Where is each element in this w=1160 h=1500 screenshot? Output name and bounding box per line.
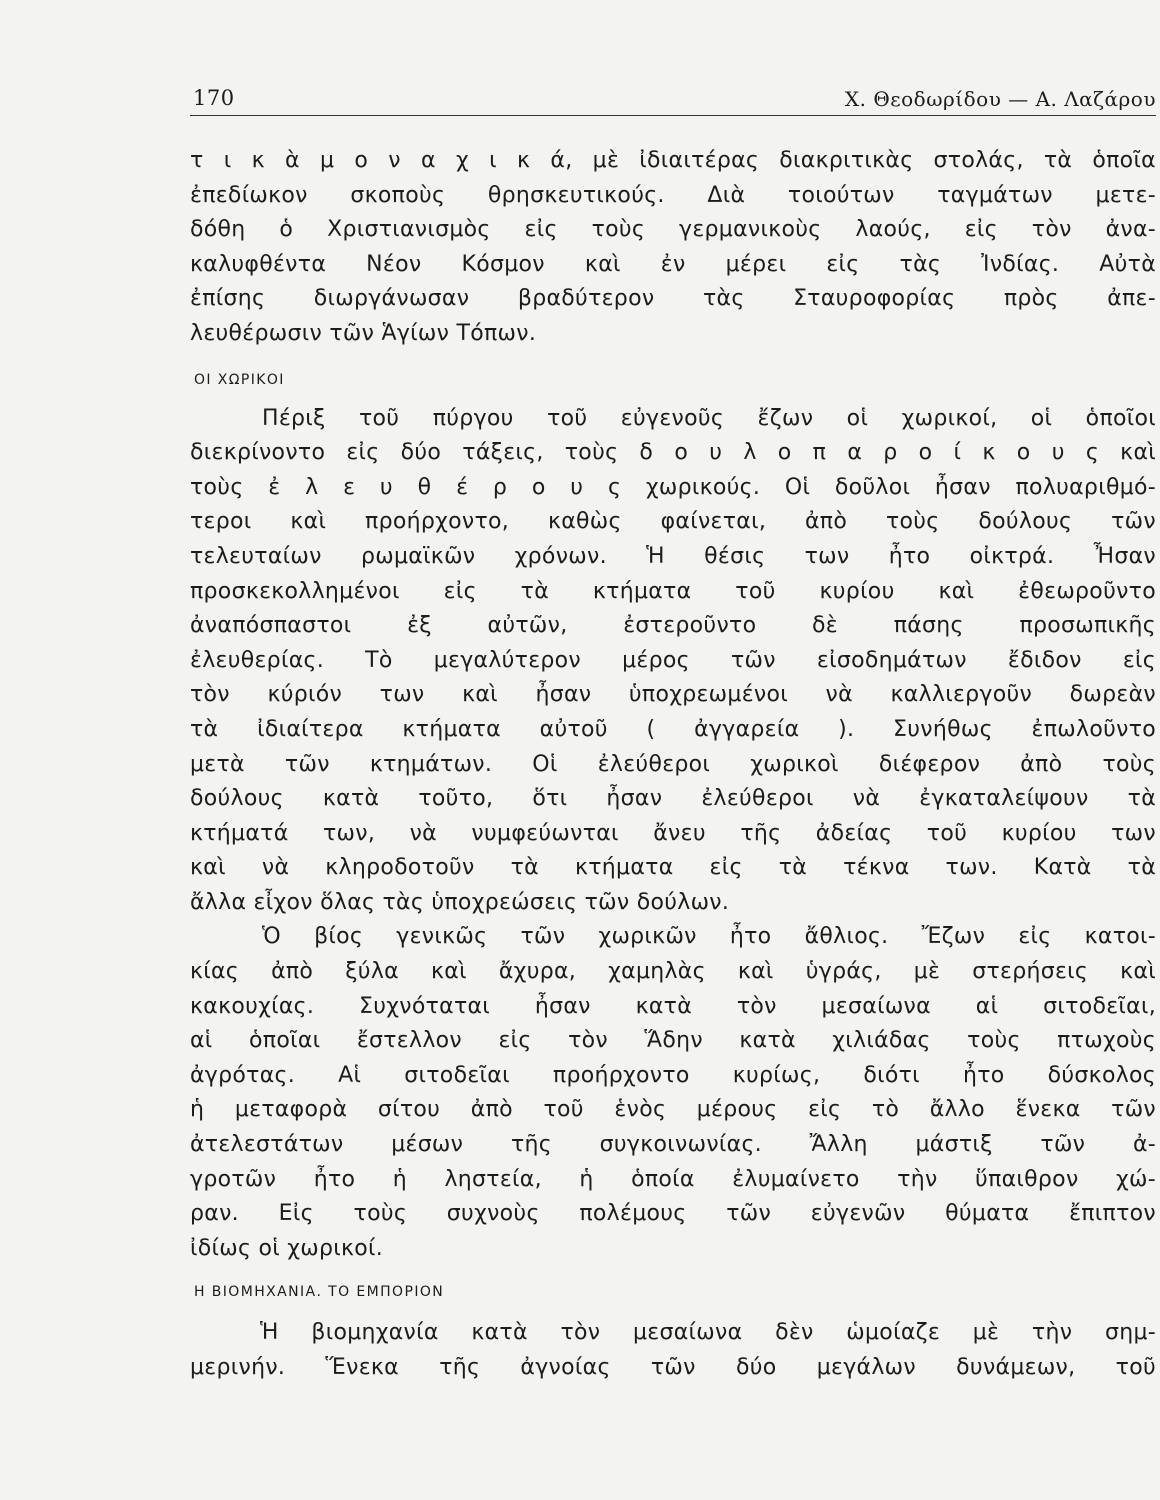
text-line: ραν. Εἰς τοὺς συχνοὺς πολέμους τῶν εὐγενῶν θύματα ἔπιπτον	[190, 1201, 1156, 1227]
text-line: ἀγρότας. Αἱ σιτοδεῖαι προήρχοντο κυρίως, διότι ἦτο δύσκολος	[190, 1062, 1156, 1088]
text-line: τεροι καὶ προήρχοντο, καθὼς φαίνεται, ἀπὸ τοὺς δούλους τῶν	[190, 509, 1156, 535]
section-heading-industry-trade: Η ΒΙΟΜΗΧΑΝΙΑ. ΤΟ ΕΜΠΟΡΙΟΝ	[194, 1284, 445, 1301]
text-line: κίας ἀπὸ ξύλα καὶ ἄχυρα, χαμηλὰς καὶ ὑγράς, μὲ στερήσεις καὶ	[190, 959, 1156, 985]
text-line: μετὰ τῶν κτημάτων. Οἱ ἐλεύθεροι χωρικοὶ διέφερον ἀπὸ τοὺς	[190, 751, 1156, 777]
paragraph-continued	[190, 144, 1156, 352]
text-line: λευθέρωσιν τῶν Ἁγίων Τόπων.	[190, 320, 537, 346]
text-line: κτήματά των, νὰ νυμφεύωνται ἄνευ τῆς ἀδείας τοῦ κυρίου των	[190, 820, 1156, 846]
text-line: ἀναπόσπαστοι ἐξ αὐτῶν, ἐστεροῦντο δὲ πάσης προσωπικῆς	[190, 613, 1156, 639]
page-number: 170	[193, 86, 235, 110]
text-line: Ὁ βίος γενικῶς τῶν χωρικῶν ἦτο ἄθλιος. Ἔζων εἰς κατοι-	[262, 924, 1156, 950]
text-line: προσκεκολλημένοι εἰς τὰ κτήματα τοῦ κυρίου καὶ ἐθεωροῦντο	[190, 578, 1156, 604]
paragraph-industry-1	[190, 1316, 1156, 1385]
text-line: καλυφθέντα Νέον Κόσμον καὶ ἐν μέρει εἰς τὰς Ἰνδίας. Αὐτὰ	[190, 251, 1156, 277]
text-line: τοὺς ἐ λ ε υ θ έ ρ ο υ ς χωρικούς. Οἱ δοῦλοι ἦσαν πολυαριθμό-	[190, 474, 1156, 500]
text-line: ἰδίως οἱ χωρικοί.	[190, 1235, 384, 1261]
text-line: ἀτελεστάτων μέσων τῆς συγκοινωνίας. Ἄλλη μάστιξ τῶν ἀ-	[190, 1132, 1156, 1158]
page-body	[190, 144, 1156, 1386]
page-header	[190, 84, 1156, 116]
text-line: τὰ ἰδιαίτερα κτήματα αὐτοῦ ( ἀγγαρεία ). Συνήθως ἐπωλοῦντο	[190, 716, 1156, 742]
section-heading-villagers: ΟΙ ΧΩΡΙΚΟΙ	[194, 371, 285, 388]
text-line: ἄλλα εἶχον ὅλας τὰς ὑποχρεώσεις τῶν δούλων.	[190, 889, 730, 915]
text-line: δούλους κατὰ τοῦτο, ὅτι ἦσαν ἐλεύθεροι νὰ ἐγκαταλείψουν τὰ	[190, 786, 1156, 812]
text-line: δόθη ὁ Χριστιανισμὸς εἰς τοὺς γερμανικοὺς λαούς, εἰς τὸν ἀνα-	[190, 217, 1156, 243]
text-line: μερινήν. Ἕνεκα τῆς ἀγνοίας τῶν δύο μεγάλων δυνάμεων, τοῦ	[190, 1355, 1156, 1380]
text-line: Ἡ βιομηχανία κατὰ τὸν μεσαίωνα δὲν ὡμοίαζε μὲ τὴν σημ-	[260, 1320, 1156, 1346]
text-line: γροτῶν ἦτο ἡ ληστεία, ἡ ὁποία ἐλυμαίνετο τὴν ὕπαιθρον χώ-	[190, 1166, 1156, 1192]
text-line: τ ι κ ὰ μ ο ν α χ ι κ ά, μὲ ἰδιαιτέρας διακριτικὰς στολάς, τὰ ὁποῖα	[190, 148, 1156, 173]
text-line: ἐλευθερίας. Τὸ μεγαλύτερον μέρος τῶν εἰσοδημάτων ἔδιδον εἰς	[190, 647, 1156, 673]
text-line: αἱ ὁποῖαι ἔστελλον εἰς τὸν Ἅδην κατὰ χιλιάδας τοὺς πτωχοὺς	[190, 1028, 1156, 1054]
text-line: καὶ νὰ κληροδοτοῦν τὰ κτήματα εἰς τὰ τέκνα των. Κατὰ τὰ	[190, 855, 1156, 881]
text-line: τὸν κύριόν των καὶ ἦσαν ὑποχρεωμένοι νὰ καλλιεργοῦν δωρεὰν	[190, 682, 1156, 708]
header-rule	[190, 115, 1156, 116]
text-line: διεκρίνοντο εἰς δύο τάξεις, τοὺς δ ο υ λ ο π α ρ ο ί κ ο υ ς καὶ	[190, 440, 1156, 466]
text-line: τελευταίων ρωμαϊκῶν χρόνων. Ἡ θέσις των ἦτο οἰκτρά. Ἦσαν	[190, 543, 1156, 569]
text-line: Πέριξ τοῦ πύργου τοῦ εὐγενοῦς ἔζων οἱ χωρικοί, οἱ ὁποῖοι	[262, 405, 1156, 431]
text-line: ἡ μεταφορὰ σίτου ἀπὸ τοῦ ἑνὸς μέρους εἰς τὸ ἄλλο ἕνεκα τῶν	[190, 1097, 1156, 1123]
text-line: ἐπεδίωκον σκοποὺς θρησκευτικούς. Διὰ τοιούτων ταγμάτων μετε-	[190, 182, 1156, 208]
text-line: ἐπίσης διωργάνωσαν βραδύτερον τὰς Σταυροφορίας πρὸς ἀπε-	[190, 286, 1156, 312]
paragraph-villagers-2	[190, 920, 1156, 1266]
text-line: κακουχίας. Συχνόταται ἦσαν κατὰ τὸν μεσαίωνα αἱ σιτοδεῖαι,	[190, 993, 1156, 1019]
running-title: Χ. Θεοδωρίδου — Α. Λαζάρου	[844, 87, 1156, 111]
paragraph-villagers-1	[190, 402, 1156, 921]
